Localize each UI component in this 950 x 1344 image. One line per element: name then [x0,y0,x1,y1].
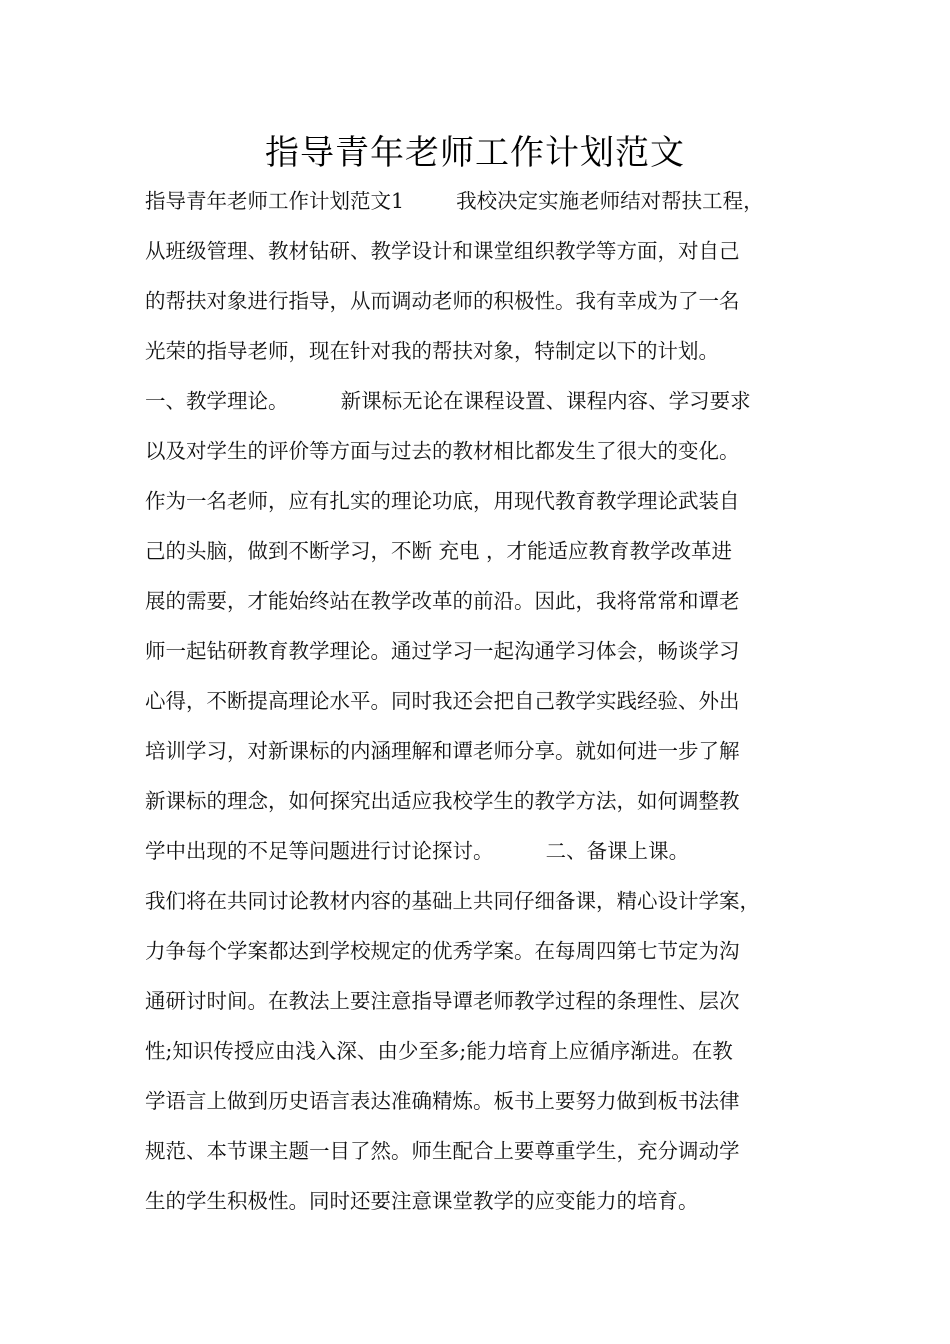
body-line: 以及对学生的评价等方面与过去的教材相比都发生了很大的变化。 [145,439,740,463]
body-line: 我们将在共同讨论教材内容的基础上共同仔细备课，精心设计学案， [145,889,760,913]
body-line: 学中出现的不足等问题进行讨论探讨。 二、备课上课。 [145,839,690,863]
body-line: 力争每个学案都达到学校规定的优秀学案。在每周四第七节定为沟 [145,939,740,963]
body-line: 的帮扶对象进行指导，从而调动老师的积极性。我有幸成为了一名 [145,289,740,313]
body-line: 师一起钻研教育教学理论。通过学习一起沟通学习体会，畅谈学习 [145,639,740,663]
body-line: 从班级管理、教材钻研、教学设计和课堂组织教学等方面，对自己 [145,239,740,263]
body-line: 光荣的指导老师，现在针对我的帮扶对象，特制定以下的计划。 [145,339,719,363]
body-line: 己的头脑，做到不断学习，不断 充电 ，才能适应教育教学改革进 [145,539,733,563]
body-line: 学语言上做到历史语言表达准确精炼。板书上要努力做到板书法律 [145,1089,740,1113]
body-line: 心得，不断提高理论水平。同时我还会把自己教学实践经验、外出 [145,689,740,713]
body-line: 培训学习，对新课标的内涵理解和谭老师分享。就如何进一步了解 [145,739,740,763]
document-title: 指导青年老师工作计划范文 [265,133,685,173]
body-line: 通研讨时间。在教法上要注意指导谭老师教学过程的条理性、层次 [145,989,740,1013]
body-line: 生的学生积极性。同时还要注意课堂教学的应变能力的培育。 [145,1189,699,1213]
body-line: 作为一名老师，应有扎实的理论功底，用现代教育教学理论武装自 [145,489,740,513]
body-line: 指导青年老师工作计划范文1 我校决定实施老师结对帮扶工程， [145,189,764,213]
body-line: 性;知识传授应由浅入深、由少至多;能力培育上应循序渐进。在教 [145,1039,733,1063]
body-line: 新课标的理念，如何探究出适应我校学生的教学方法，如何调整教 [145,789,740,813]
body-line: 一、教学理论。 新课标无论在课程设置、课程内容、学习要求 [145,389,751,413]
body-line: 规范、本节课主题一目了然。师生配合上要尊重学生，充分调动学 [145,1139,740,1163]
body-line: 展的需要，才能始终站在教学改革的前沿。因此，我将常常和谭老 [145,589,740,613]
document-body [145,176,825,1226]
